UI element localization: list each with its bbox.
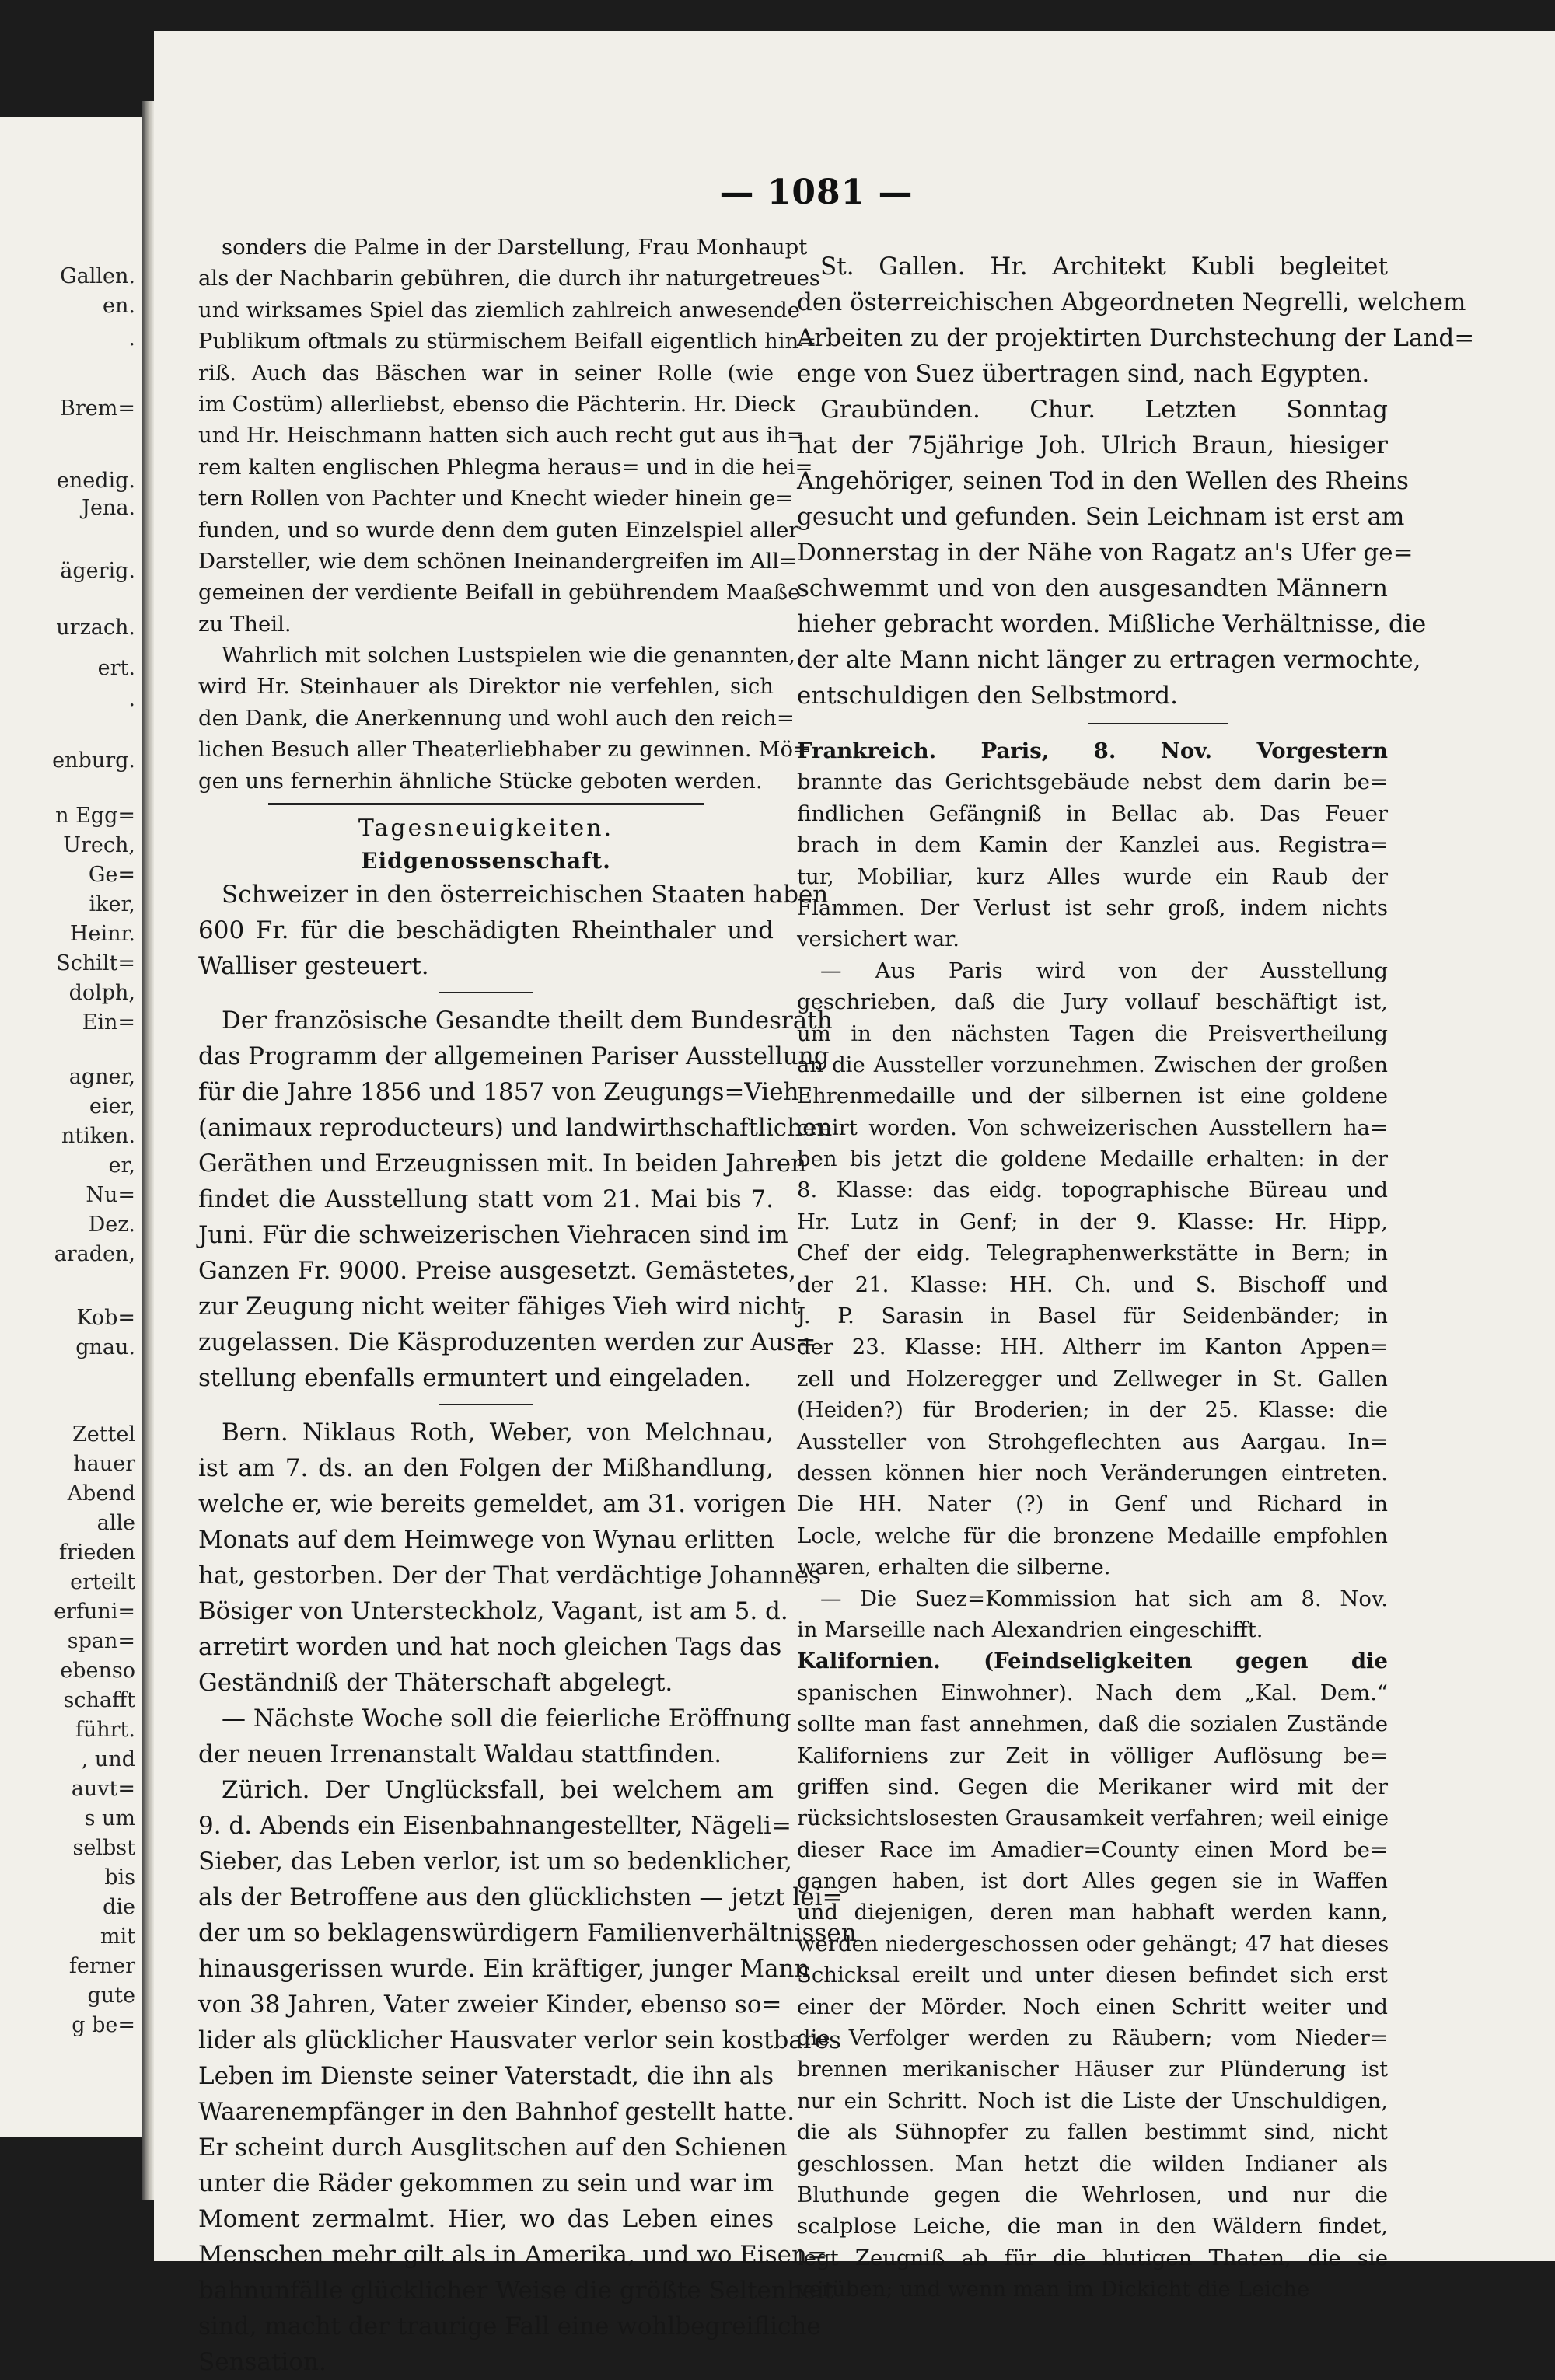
text-line: Moment zermalmt. Hier, wo das Leben eines	[198, 2205, 774, 2234]
previous-page-line: erfuni=	[54, 1600, 135, 1624]
left-column	[198, 232, 857, 2380]
text-line: sollte man fast annehmen, daß die sozialen Zustände	[797, 1712, 1388, 1737]
text-line: dieser Race im Amadier=County einen Mord be=	[797, 1837, 1388, 1862]
previous-page-line: frieden	[58, 1541, 135, 1565]
text-line: findlichen Gefängniß in Bellac ab. Das Feuer	[797, 801, 1388, 826]
text-line: brannte das Gerichtsgebäude nebst dem darin be=	[797, 769, 1388, 795]
previous-page-line: schafft	[63, 1688, 135, 1712]
text-line: den österreichischen Abgeordneten Negrelli, welchem	[797, 288, 1466, 316]
text-line: sonders die Palme in der Darstellung, Frau Monhaupt	[222, 235, 808, 260]
previous-page-line: selbst	[72, 1836, 135, 1860]
text-line: im Costüm) allerliebst, ebenso die Pächterin. Hr. Dieck	[198, 391, 795, 417]
text-line: Bluthunde gegen die Wehrlosen, und nur die	[797, 2182, 1388, 2207]
text-line: nur ein Schritt. Noch ist die Liste der Unschuldigen,	[797, 2088, 1388, 2113]
text-line: rücksichtslosesten Grausamkeit verfahren; weil einige	[797, 1806, 1389, 1831]
text-line: zu Theil.	[198, 611, 292, 637]
text-line: Juni. Für die schweizerischen Viehracen sind im	[198, 1221, 788, 1250]
text-line: lichen Besuch aller Theaterliebhaber zu gewinnen. Mö=	[198, 737, 812, 763]
text-line: Darsteller, wie dem schönen Ineinandergreifen im All=	[198, 548, 798, 574]
previous-page-line: bis	[104, 1865, 135, 1890]
text-line: Frankreich. Paris, 8. Nov. Vorgestern	[797, 738, 1388, 763]
text-line: zugelassen. Die Käsproduzenten werden zur Aus=	[198, 1328, 816, 1357]
text-line: Arbeiten zu der projektirten Durchstechung der Land=	[797, 324, 1475, 352]
previous-page-line: ebenso	[60, 1659, 135, 1683]
article-divider	[439, 1404, 533, 1405]
text-line: Angehöriger, seinen Tod in den Wellen des Rheins	[797, 467, 1409, 495]
text-line: hat der 75jährige Joh. Ulrich Braun, hiesiger	[797, 431, 1388, 459]
text-line: tur, Mobiliar, kurz Alles wurde ein Raub der	[797, 864, 1388, 889]
text-line: zur Zeugung nicht weiter fähiges Vieh wird nicht	[198, 1293, 801, 1321]
previous-page-line: Heinr.	[69, 922, 135, 946]
text-line: St. Gallen. Hr. Architekt Kubli begleitet	[820, 253, 1388, 281]
previous-page-line: Brem=	[60, 396, 135, 421]
previous-page-line: enburg.	[52, 749, 135, 773]
text-line: brennen merikanischer Häuser zur Plünderung ist	[797, 2057, 1388, 2082]
section-title-tagesneuigkeiten: Tagesneuigkeiten.	[358, 815, 614, 843]
previous-page-line: Nu=	[86, 1183, 135, 1207]
text-line: enge von Suez übertragen sind, nach Egypten.	[797, 360, 1370, 388]
text-line: Der französische Gesandte theilt dem Bundesrath	[222, 1007, 833, 1035]
previous-page-line: gute	[87, 1984, 135, 2008]
text-line: Kaliforniens zur Zeit in völliger Auflösung be=	[797, 1743, 1388, 1768]
text-line: ben bis jetzt die goldene Medaille erhalten: in der	[797, 1146, 1388, 1172]
text-line: Er scheint durch Ausglitschen auf den Schienen	[198, 2134, 788, 2162]
article-stgallen-graubuenden	[797, 249, 1475, 714]
text-line: Wahrlich mit solchen Lustspielen wie die genannten,	[222, 643, 795, 668]
previous-page-line: Dez.	[88, 1213, 135, 1237]
text-line: bahnunfälle glücklicher Weise die größte Seltenheit	[198, 2277, 834, 2305]
right-column	[797, 249, 1475, 2305]
text-line: griffen sind. Gegen die Merikaner wird mit der	[797, 1774, 1388, 1799]
text-line: sind, macht der traurige Fall eine wohlbegreifliche	[198, 2312, 821, 2341]
text-line: schwemmt und von den ausgesandten Männern	[797, 574, 1388, 602]
text-line: scalplose Leiche, die man in den Wäldern findet,	[797, 2214, 1388, 2239]
previous-page-line: die	[103, 1895, 135, 1919]
text-line: die als Sühnopfer zu fallen bestimmt sind, nicht	[797, 2120, 1388, 2145]
article-divider	[439, 992, 533, 993]
text-line: entschuldigen den Selbstmord.	[797, 682, 1178, 710]
previous-page-line: mit	[100, 1925, 135, 1949]
previous-page-line: Ge=	[88, 863, 135, 887]
text-line: wird Hr. Steinhauer als Direktor nie verfehlen, sich	[198, 674, 774, 700]
previous-page-line: Ein=	[82, 1010, 135, 1035]
section-divider	[268, 803, 704, 805]
text-line: unter die Räder gekommen zu sein und war im	[198, 2169, 774, 2198]
text-line: als der Nachbarin gebühren, die durch ihr naturgetreues	[198, 266, 820, 291]
previous-page-line: n Egg=	[55, 804, 135, 828]
previous-page-line: urzach.	[56, 616, 135, 640]
article-bern	[198, 1415, 822, 1772]
text-line: Waarenempfänger in den Bahnhof gestellt hatte.	[198, 2098, 795, 2127]
previous-page-line: Urech,	[63, 833, 135, 857]
text-line: Die HH. Nater (?) in Genf und Richard in	[797, 1492, 1388, 1517]
previous-page-line: gnau.	[75, 1335, 135, 1359]
text-line: gesucht und gefunden. Sein Leichnam ist erst am	[797, 503, 1405, 531]
text-line: 8. Klasse: das eidg. topographische Büreau und	[797, 1178, 1388, 1203]
previous-page-line: Gallen.	[60, 264, 135, 288]
text-line: Ganzen Fr. 9000. Preise ausgesetzt. Gemästetes,	[198, 1257, 797, 1286]
theatre-review	[198, 232, 820, 797]
text-line: Graubünden. Chur. Letzten Sonntag	[820, 396, 1388, 424]
previous-page-line: hauer	[73, 1452, 135, 1476]
text-line: Geräthen und Erzeugnissen mit. In beiden Jahren	[198, 1150, 807, 1178]
text-line: Chef der eidg. Telegraphenwerkstätte in Bern; in	[797, 1241, 1388, 1266]
text-line: stellung ebenfalls ermuntert und eingeladen.	[198, 1364, 752, 1393]
previous-page-line: er,	[108, 1153, 135, 1178]
article-paris-exhibition	[198, 1003, 833, 1396]
page-number: — 1081 —	[719, 173, 914, 212]
previous-page-line: s um	[84, 1806, 135, 1830]
text-line: findet die Ausstellung statt vom 21. Mai bis 7.	[198, 1185, 774, 1214]
article-zurich	[198, 1772, 857, 2380]
text-line: lider als glücklicher Hausvater verlor sein kostbares	[198, 2026, 841, 2055]
text-line: verüben; und wenn man im Dickicht die Leiche	[797, 2277, 1310, 2302]
text-line: Monats auf dem Heimwege von Wynau erlitten	[198, 1526, 775, 1555]
text-line: Locle, welche für die bronzene Medaille empfohlen	[797, 1523, 1388, 1548]
text-line: um in den nächsten Tagen die Preisvertheilung	[797, 1021, 1388, 1046]
text-line: creirt worden. Von schweizerischen Ausstellern ha=	[797, 1115, 1388, 1140]
previous-page-line: enedig.	[56, 469, 135, 493]
previous-page-line: auvt=	[71, 1777, 135, 1801]
text-line: arretirt worden und hat noch gleichen Tags das	[198, 1633, 782, 1662]
previous-page-line: iker,	[89, 892, 135, 916]
text-line: der um so beklagenswürdigern Familienverhältnissen	[198, 1919, 857, 1948]
text-line: gangen haben, ist dort Alles gegen sie in Waffen	[797, 1869, 1388, 1894]
previous-page-line: Schilt=	[56, 951, 135, 975]
text-line: Aussteller von Strohgeflechten aus Aargau. In=	[797, 1429, 1388, 1454]
text-line: und diejenigen, deren man habhaft werden kann,	[797, 1900, 1388, 1925]
text-line: tern Rollen von Pachter und Knecht wieder hinein ge=	[198, 486, 794, 511]
text-line: legt Zeugniß ab für die blutigen Thaten, die sie	[797, 2245, 1388, 2270]
text-line: rem kalten englischen Phlegma heraus= und in die hei=	[198, 454, 813, 480]
text-line: und wirksames Spiel das ziemlich zahlreich anwesende	[198, 297, 800, 323]
text-line: 600 Fr. für die beschädigten Rheinthaler und	[198, 916, 774, 945]
text-line: der neuen Irrenanstalt Waldau stattfinden.	[198, 1740, 722, 1769]
text-line: die Verfolger werden zu Räubern; vom Nieder=	[797, 2026, 1388, 2051]
text-line: das Programm der allgemeinen Pariser Ausstellung	[198, 1042, 830, 1071]
text-line: waren, erhalten die silberne.	[797, 1555, 1111, 1580]
previous-page-line: .	[128, 326, 135, 351]
text-line: Bern. Niklaus Roth, Weber, von Melchnau,	[222, 1419, 774, 1447]
previous-page-line: Jena.	[82, 496, 135, 520]
previous-page-line: ferner	[68, 1954, 135, 1978]
text-line: Hr. Lutz in Genf; in der 9. Klasse: Hr. Hipp,	[797, 1209, 1388, 1234]
text-line: gemeinen der verdiente Beifall in gebührendem Maaße	[198, 580, 801, 605]
text-line: J. P. Sarasin in Basel für Seidenbänder; in	[797, 1303, 1388, 1329]
text-line: in Marseille nach Alexandrien eingeschifft.	[797, 1617, 1263, 1642]
book-gutter	[142, 101, 154, 2200]
text-line: Schicksal ereilt und unter diesen befindet sich erst	[797, 1963, 1388, 1988]
previous-page-line: ntiken.	[61, 1124, 135, 1148]
text-line: Kalifornien. (Feindseligkeiten gegen die	[797, 1649, 1388, 1674]
text-line: — Die Suez=Kommission hat sich am 8. Nov.	[820, 1586, 1388, 1611]
previous-page-line: erteilt	[70, 1570, 135, 1594]
text-line: und Hr. Heischmann hatten sich auch recht gut aus ih=	[198, 423, 805, 448]
previous-page-line: alle	[96, 1511, 135, 1535]
previous-page-line: araden,	[54, 1242, 135, 1266]
text-line: — Nächste Woche soll die feierliche Eröffnung	[222, 1705, 791, 1733]
article-france	[797, 735, 1388, 1645]
text-line: der 23. Klasse: HH. Altherr im Kanton Appen=	[797, 1335, 1388, 1360]
previous-page-line: dolph,	[68, 981, 135, 1005]
text-line: Zürich. Der Unglücksfall, bei welchem am	[222, 1776, 774, 1805]
text-line: riß. Auch das Bäschen war in seiner Rolle (wie	[198, 360, 774, 386]
text-line: der 21. Klasse: HH. Ch. und S. Bischoff und	[797, 1272, 1388, 1297]
subsection-title-eidgenossenschaft: Eidgenossenschaft.	[361, 848, 611, 874]
previous-page-line: Abend	[67, 1481, 135, 1506]
previous-page-line: , und	[81, 1747, 135, 1771]
text-line: 9. d. Abends ein Eisenbahnangestellter, Nägeli=	[198, 1812, 791, 1841]
text-line: welche er, wie bereits gemeldet, am 31. vorigen	[198, 1490, 787, 1519]
text-line: funden, und so wurde denn dem guten Einzelspiel aller	[198, 517, 799, 543]
text-line: (Heiden?) für Broderien; in der 25. Klasse: die	[797, 1398, 1388, 1423]
text-line: dessen können hier noch Veränderungen eintreten.	[797, 1460, 1388, 1485]
article-swiss-donation	[198, 877, 829, 984]
text-line: als der Betroffene aus den glücklichsten — jetzt lei=	[198, 1883, 843, 1912]
text-line: hinausgerissen wurde. Ein kräftiger, junger Mann	[198, 1955, 810, 1984]
previous-page-line: Kob=	[76, 1306, 135, 1330]
text-line: — Aus Paris wird von der Ausstellung	[820, 958, 1388, 983]
previous-page-line: g be=	[72, 2013, 135, 2037]
text-line: von 38 Jahren, Vater zweier Kinder, ebenso so=	[198, 1991, 782, 2019]
text-line: Ehrenmedaille und der silbernen ist eine goldene	[797, 1084, 1388, 1109]
previous-page-line: agner,	[68, 1065, 135, 1089]
text-line: Publikum oftmals zu stürmischem Beifall eigentlich hin=	[198, 329, 817, 354]
text-line: zell und Holzeregger und Zellweger in St. Gallen	[797, 1366, 1388, 1391]
previous-page-line: ägerig.	[60, 559, 135, 583]
text-line: Donnerstag in der Nähe von Ragatz an's Ufer ge=	[797, 539, 1413, 567]
text-line: Leben im Dienste seiner Vaterstadt, die ihn als	[198, 2062, 774, 2091]
previous-page-line: Zettel	[72, 1422, 135, 1446]
previous-page-line: eier,	[89, 1094, 135, 1118]
previous-page-line: ert.	[97, 656, 135, 680]
text-line: hieher gebracht worden. Mißliche Verhältnisse, die	[797, 610, 1427, 638]
text-line: für die Jahre 1856 und 1857 von Zeugungs=Vieh	[198, 1078, 799, 1107]
previous-page-line: führt.	[75, 1718, 135, 1742]
text-line: versichert war.	[797, 927, 959, 952]
text-line: werden niedergeschossen oder gehängt; 47 hat dieses	[797, 1931, 1389, 1956]
text-line: (animaux reproducteurs) und landwirthschaftlichen	[198, 1114, 833, 1143]
text-line: brach in dem Kamin der Kanzlei aus. Registra=	[797, 832, 1388, 858]
text-line: Flammen. Der Verlust ist sehr groß, indem nichts	[797, 895, 1388, 920]
text-line: hat, gestorben. Der der That verdächtige Johannes	[198, 1562, 822, 1590]
previous-page-line: .	[128, 687, 135, 711]
text-line: einer der Mörder. Noch einen Schritt weiter und	[797, 1994, 1388, 2019]
text-line: der alte Mann nicht länger zu ertragen vermochte,	[797, 646, 1421, 674]
article-divider	[1088, 723, 1228, 724]
text-line: Sensation.	[198, 2348, 327, 2377]
text-line: Sieber, das Leben verlor, ist um so bedenklicher,	[198, 1848, 792, 1876]
text-line: Menschen mehr gilt als in Amerika, und wo Eisen=	[198, 2241, 827, 2270]
text-line: Walliser gesteuert.	[198, 952, 429, 981]
text-line: geschrieben, daß die Jury vollauf beschäftigt ist,	[797, 989, 1388, 1015]
text-line: ist am 7. ds. an den Folgen der Mißhandlung,	[198, 1454, 774, 1483]
text-line: geschlossen. Man hetzt die wilden Indianer als	[797, 2151, 1388, 2176]
text-line: spanischen Einwohner). Nach dem „Kal. Dem.“	[797, 1680, 1388, 1705]
previous-page-line: en.	[103, 294, 135, 318]
text-line: Schweizer in den österreichischen Staaten haben	[222, 881, 829, 909]
previous-page-line: span=	[67, 1629, 135, 1653]
text-line: gen uns fernerhin ähnliche Stücke geboten werden.	[198, 768, 763, 794]
previous-page-edge	[0, 117, 144, 2137]
text-line: den Dank, die Anerkennung und wohl auch den reich=	[198, 705, 795, 731]
text-line: Geständniß der Thäterschaft abgelegt.	[198, 1669, 673, 1698]
text-line: Bösiger von Untersteckholz, Vagant, ist am 5. d.	[198, 1597, 788, 1626]
article-california	[797, 1645, 1388, 2305]
text-line: an die Aussteller vorzunehmen. Zwischen der großen	[797, 1052, 1388, 1077]
